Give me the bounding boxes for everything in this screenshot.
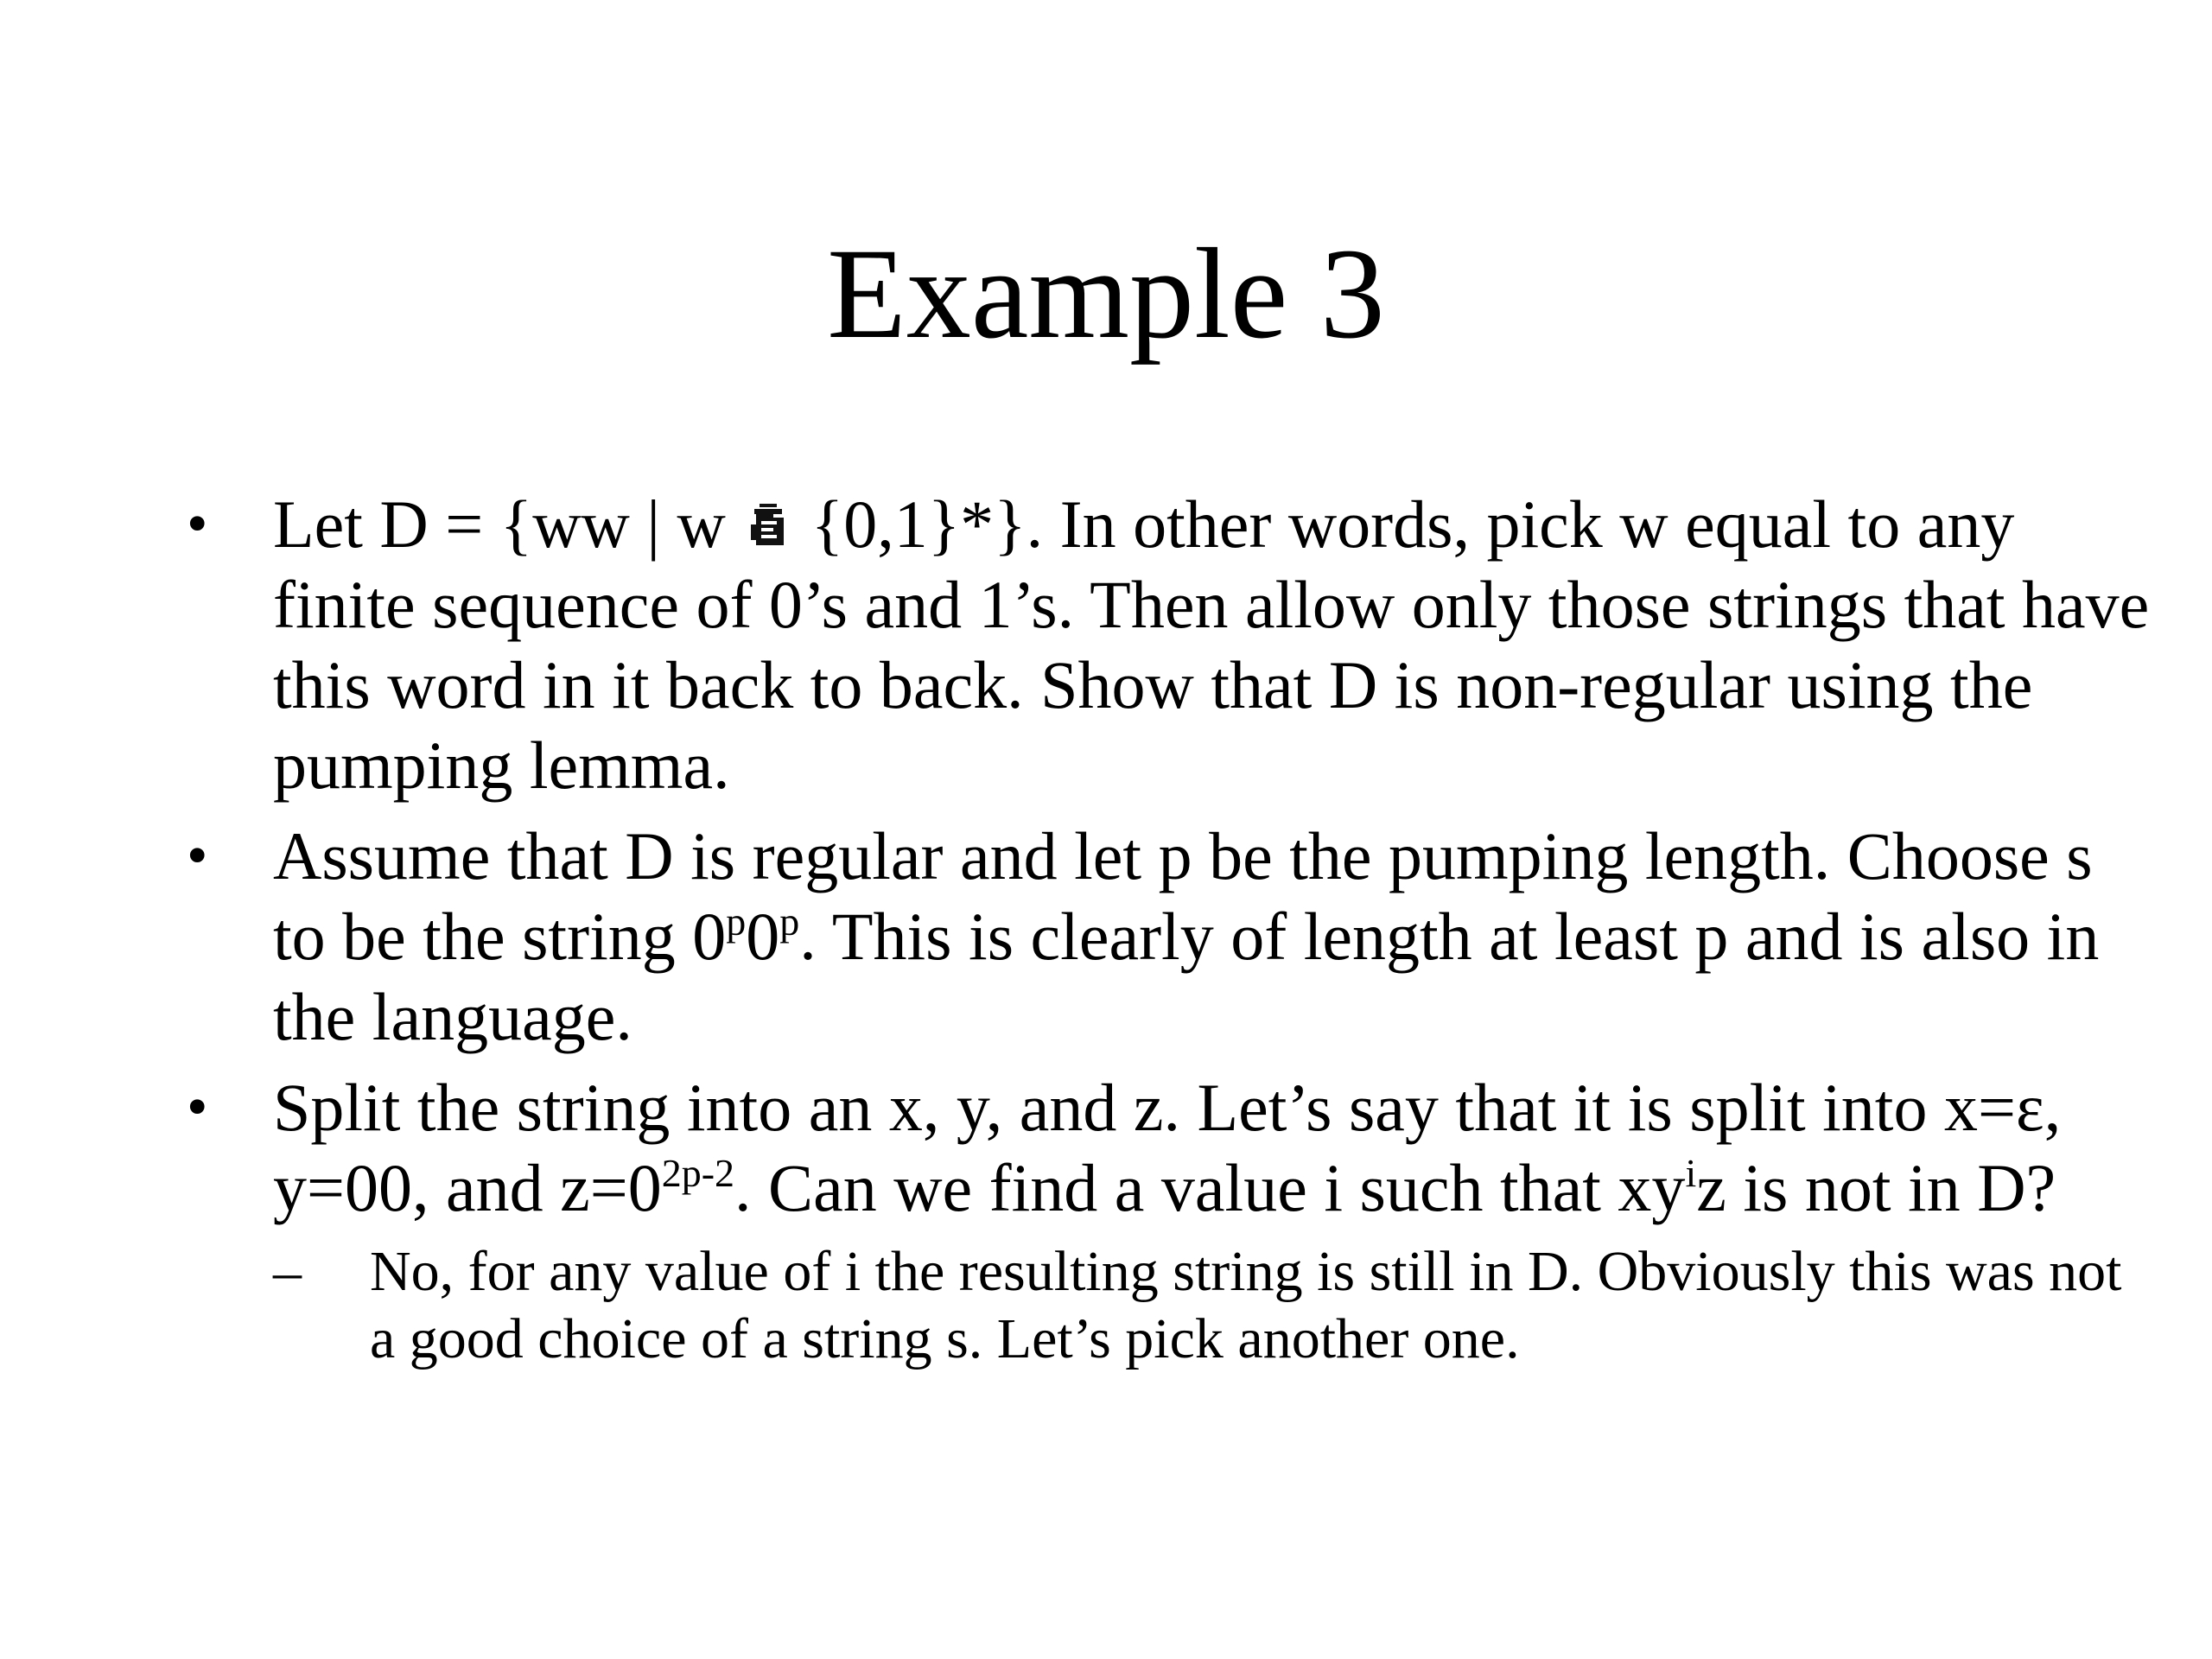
bullet-list — [173, 484, 2160, 1383]
bullet-marker: • — [187, 823, 208, 889]
bullet-text-part: Split the string into an x, y, and z. Let’s say that it is split into x=ε, y=00, and z=0 — [273, 1070, 2062, 1225]
superscript: 2p-2 — [661, 1151, 735, 1195]
bullet-marker: • — [187, 491, 208, 557]
sub-bullet-marker: – — [273, 1240, 302, 1303]
bullet-item — [173, 484, 2160, 805]
bullet-text-part: z is not in D? — [1696, 1150, 2056, 1225]
sub-bullet-text: No, for any value of i the resulting string is still in D. Obviously this was not a good choice of a string s. Let’s pick another one. — [370, 1240, 2122, 1370]
slide-title: Example 3 — [827, 222, 1385, 365]
bullet-text-part: 0 — [746, 899, 780, 974]
bullet-marker: • — [187, 1074, 208, 1141]
element-of-icon — [747, 502, 789, 554]
bullet-text-part: {0,1}*}. In other words, pick w equal to any finite sequence of 0’s and 1’s. Then allow only those strings that have this word in it back to back. Show that D is non-regular using the pumping lemma. — [273, 486, 2150, 803]
bullet-item — [173, 1067, 2160, 1373]
bullet-text-part: . Can we find a value i such that xy — [734, 1150, 1686, 1225]
bullet-text-part: Let D = {ww | w — [273, 486, 743, 562]
bullet-text-part: . This is clearly of length at least p and is also in the language. — [273, 899, 2100, 1054]
superscript: p — [779, 899, 800, 944]
bullet-item — [173, 816, 2160, 1057]
superscript: i — [1685, 1151, 1697, 1195]
bullet-text-part: Assume that D is regular and let p be the pumping length. Choose s to be the string 0 — [273, 818, 2093, 974]
sub-bullet-item — [273, 1238, 2160, 1373]
sub-bullet-list — [273, 1238, 2160, 1373]
superscript: p — [726, 899, 747, 944]
